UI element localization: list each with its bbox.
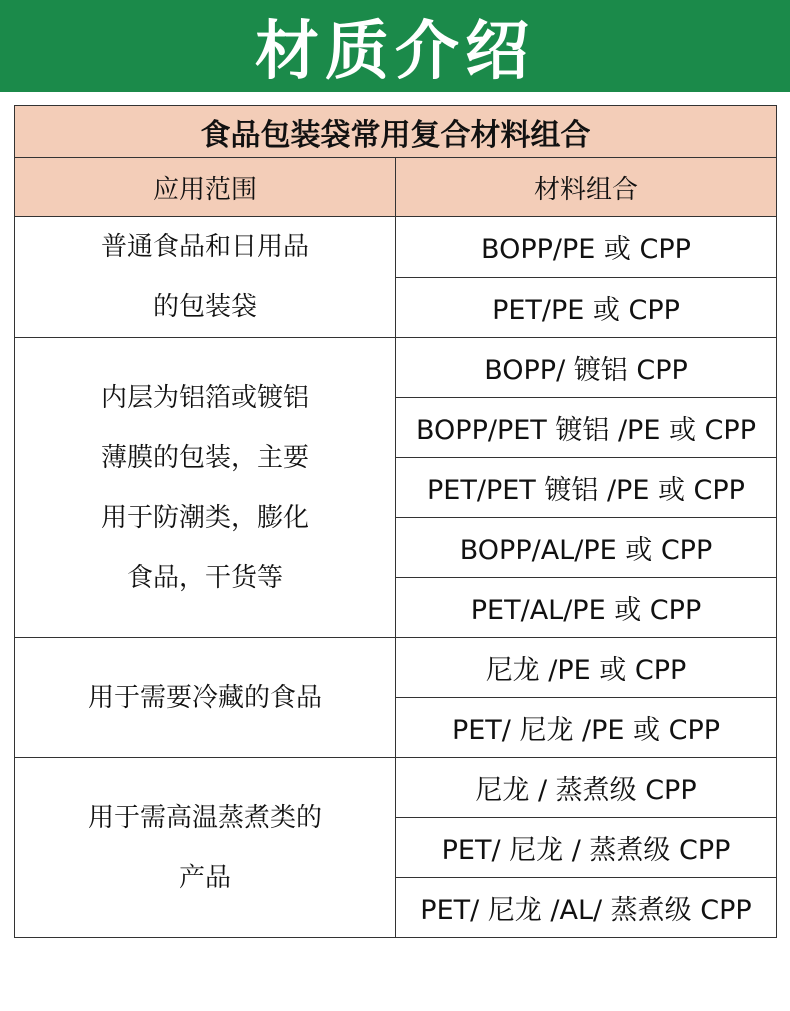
material-table <box>14 105 777 938</box>
combination-cell: PET/PE 或 CPP <box>396 277 777 338</box>
page-title: 材质介绍 <box>255 15 535 89</box>
combination-cell: BOPP/PE 或 CPP <box>396 217 777 278</box>
table-row <box>15 758 777 818</box>
table-row <box>15 638 777 698</box>
combination-cell: BOPP/ 镀铝 CPP <box>396 338 777 398</box>
combination-cell: PET/ 尼龙 /PE 或 CPP <box>396 698 777 758</box>
combination-cell: PET/AL/PE 或 CPP <box>396 578 777 638</box>
table-row <box>15 217 777 278</box>
table-row <box>15 338 777 398</box>
combination-cell: BOPP/PET 镀铝 /PE 或 CPP <box>396 398 777 458</box>
column-header-combination: 材料组合 <box>396 158 777 217</box>
application-cell: 用于需要冷藏的食品 <box>15 638 396 758</box>
combination-cell: PET/ 尼龙 /AL/ 蒸煮级 CPP <box>396 878 777 938</box>
combination-cell: PET/ 尼龙 / 蒸煮级 CPP <box>396 818 777 878</box>
table-title: 食品包装袋常用复合材料组合 <box>15 106 777 158</box>
banner <box>0 0 790 92</box>
combination-cell: BOPP/AL/PE 或 CPP <box>396 518 777 578</box>
combination-cell: PET/PET 镀铝 /PE 或 CPP <box>396 458 777 518</box>
application-cell: 用于需高温蒸煮类的 产品 <box>15 758 396 938</box>
application-cell: 普通食品和日用品 的包装袋 <box>15 217 396 338</box>
column-header-application: 应用范围 <box>15 158 396 217</box>
combination-cell: 尼龙 / 蒸煮级 CPP <box>396 758 777 818</box>
combination-cell: 尼龙 /PE 或 CPP <box>396 638 777 698</box>
application-cell: 内层为铝箔或镀铝 薄膜的包装，主要 用于防潮类，膨化 食品，干货等 <box>15 338 396 638</box>
